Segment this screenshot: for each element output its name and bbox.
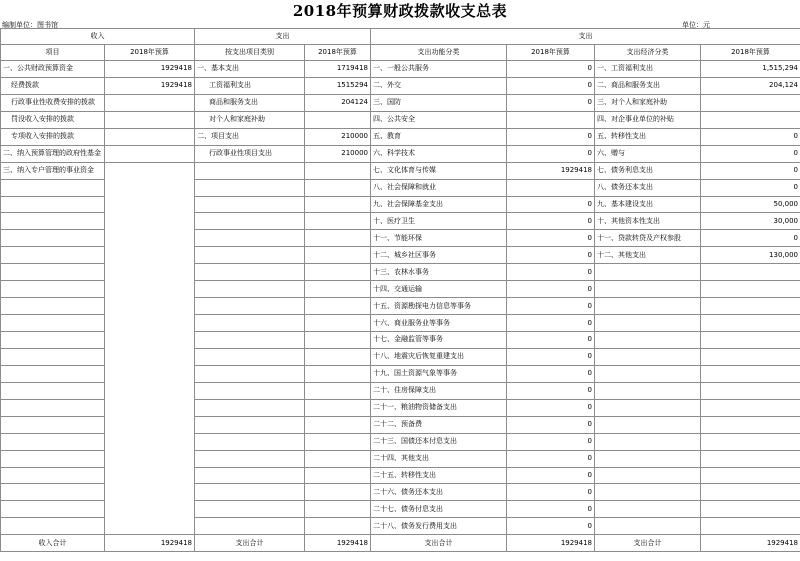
econ-category-cell — [595, 264, 701, 281]
income-item-cell: 罚没收入安排的拨款 — [1, 111, 105, 128]
function-value-cell: 0 — [507, 281, 595, 298]
income-item-cell — [1, 281, 105, 298]
function-category-cell: 四、公共安全 — [371, 111, 507, 128]
project-category-cell: 工资福利支出 — [195, 77, 305, 94]
income-item-cell: 一、公共财政预算资金 — [1, 61, 105, 78]
function-category-cell: 二十一、粮油物资储备支出 — [371, 399, 507, 416]
econ-category-cell — [595, 348, 701, 365]
header-income: 收入 — [1, 29, 195, 45]
function-category-cell: 二十七、债务付息支出 — [371, 501, 507, 518]
project-category-cell — [195, 518, 305, 535]
project-value-cell — [305, 213, 371, 230]
project-category-cell — [195, 247, 305, 264]
econ-value-cell — [701, 348, 800, 365]
project-category-cell — [195, 450, 305, 467]
function-value-cell: 0 — [507, 433, 595, 450]
function-category-cell: 十一、节能环保 — [371, 230, 507, 247]
project-category-cell — [195, 332, 305, 349]
project-value-cell — [305, 230, 371, 247]
econ-value-cell: 1,515,294 — [701, 61, 800, 78]
compiling-unit-label: 编制单位：图书馆 — [2, 21, 58, 29]
function-value-cell — [507, 179, 595, 196]
function-value-cell: 0 — [507, 128, 595, 145]
function-value-cell: 0 — [507, 467, 595, 484]
function-category-cell: 十五、资源勘探电力信息等事务 — [371, 298, 507, 315]
function-category-cell: 十九、国土资源气象等事务 — [371, 365, 507, 382]
project-value-cell — [305, 179, 371, 196]
function-value-cell: 0 — [507, 230, 595, 247]
income-item-cell — [1, 382, 105, 399]
econ-value-cell — [701, 298, 800, 315]
income-item-cell: 三、纳入专户管理的事业资金 — [1, 162, 105, 179]
project-value-cell — [305, 399, 371, 416]
econ-value-cell: 30,000 — [701, 213, 800, 230]
econ-category-cell — [595, 433, 701, 450]
econ-category-cell — [595, 399, 701, 416]
income-value-cell — [105, 145, 195, 162]
project-category-cell — [195, 196, 305, 213]
function-category-cell: 二十六、债务还本支出 — [371, 484, 507, 501]
econ-value-cell: 0 — [701, 230, 800, 247]
project-category-cell: 一、基本支出 — [195, 61, 305, 78]
project-value-cell — [305, 111, 371, 128]
income-value-cell — [105, 111, 195, 128]
project-category-cell — [195, 399, 305, 416]
income-item-cell — [1, 298, 105, 315]
function-category-cell: 八、社会保障和就业 — [371, 179, 507, 196]
econ-value-cell — [701, 467, 800, 484]
project-value-cell — [305, 332, 371, 349]
function-category-cell: 七、文化体育与传媒 — [371, 162, 507, 179]
project-value-cell — [305, 450, 371, 467]
function-total-value: 1929418 — [507, 535, 595, 552]
function-category-cell: 十二、城乡社区事务 — [371, 247, 507, 264]
econ-category-cell — [595, 467, 701, 484]
econ-value-cell — [701, 111, 800, 128]
income-value-cell: 1929418 — [105, 61, 195, 78]
econ-value-cell — [701, 518, 800, 535]
econ-category-cell: 六、赠与 — [595, 145, 701, 162]
project-category-cell — [195, 281, 305, 298]
econ-value-cell — [701, 450, 800, 467]
income-item-cell — [1, 484, 105, 501]
function-category-cell: 十、医疗卫生 — [371, 213, 507, 230]
income-item-cell: 行政事业性收费安排的拨款 — [1, 94, 105, 111]
income-item-cell — [1, 433, 105, 450]
project-category-cell — [195, 501, 305, 518]
function-category-cell: 二十二、预备费 — [371, 416, 507, 433]
header-econ-category: 支出经济分类 — [595, 45, 701, 61]
income-item-cell: 二、纳入预算管理的政府性基金 — [1, 145, 105, 162]
project-value-cell: 1515294 — [305, 77, 371, 94]
econ-value-cell: 130,000 — [701, 247, 800, 264]
econ-value-cell: 0 — [701, 179, 800, 196]
income-value-cell — [105, 94, 195, 111]
project-value-cell — [305, 196, 371, 213]
function-category-cell: 十四、交通运输 — [371, 281, 507, 298]
income-item-cell — [1, 416, 105, 433]
page-title: 2018年预算财政拨款收支总表 — [292, 2, 508, 20]
header-function-category: 支出功能分类 — [371, 45, 507, 61]
income-item-cell — [1, 467, 105, 484]
econ-value-cell — [701, 264, 800, 281]
income-item-cell — [1, 247, 105, 264]
econ-value-cell — [701, 399, 800, 416]
project-value-cell — [305, 467, 371, 484]
project-value-cell — [305, 365, 371, 382]
function-category-cell: 二十五、转移性支出 — [371, 467, 507, 484]
econ-category-cell — [595, 315, 701, 332]
econ-category-cell: 二、商品和服务支出 — [595, 77, 701, 94]
header-expense-a: 支出 — [195, 29, 371, 45]
income-item-cell — [1, 365, 105, 382]
project-value-cell: 1719418 — [305, 61, 371, 78]
project-value-cell — [305, 281, 371, 298]
project-category-cell — [195, 416, 305, 433]
function-category-cell: 十三、农林水事务 — [371, 264, 507, 281]
function-value-cell: 0 — [507, 94, 595, 111]
table-row — [1, 111, 800, 128]
econ-category-cell: 五、转移性支出 — [595, 128, 701, 145]
project-value-cell — [305, 484, 371, 501]
money-unit-label: 单位：元 — [682, 21, 710, 29]
econ-category-cell: 一、工资福利支出 — [595, 61, 701, 78]
project-total-label: 支出合计 — [195, 535, 305, 552]
header-budget-econ: 2018年预算 — [701, 45, 800, 61]
project-value-cell — [305, 416, 371, 433]
project-value-cell — [305, 264, 371, 281]
function-value-cell: 0 — [507, 365, 595, 382]
econ-category-cell: 十、其他资本性支出 — [595, 213, 701, 230]
project-value-cell — [305, 501, 371, 518]
income-item-cell — [1, 450, 105, 467]
income-value-cell — [105, 162, 195, 535]
function-value-cell: 0 — [507, 145, 595, 162]
project-category-cell — [195, 298, 305, 315]
econ-value-cell: 204,124 — [701, 77, 800, 94]
project-value-cell — [305, 348, 371, 365]
function-category-cell: 九、社会保障基金支出 — [371, 196, 507, 213]
table-row — [1, 77, 800, 94]
function-value-cell: 0 — [507, 399, 595, 416]
econ-value-cell: 0 — [701, 145, 800, 162]
function-category-cell: 二十、住房保障支出 — [371, 382, 507, 399]
project-value-cell — [305, 162, 371, 179]
income-item-cell — [1, 230, 105, 247]
function-category-cell: 十六、商业服务业等事务 — [371, 315, 507, 332]
function-value-cell: 0 — [507, 518, 595, 535]
function-value-cell: 0 — [507, 298, 595, 315]
function-total-label: 支出合计 — [371, 535, 507, 552]
income-item-cell — [1, 179, 105, 196]
econ-category-cell: 七、债务利息支出 — [595, 162, 701, 179]
project-value-cell: 210000 — [305, 128, 371, 145]
income-item-cell — [1, 332, 105, 349]
header-row-2 — [1, 45, 800, 61]
income-value-cell — [105, 128, 195, 145]
table-body — [1, 29, 800, 552]
income-item-cell — [1, 518, 105, 535]
project-category-cell — [195, 467, 305, 484]
econ-value-cell — [701, 501, 800, 518]
function-value-cell: 0 — [507, 332, 595, 349]
econ-category-cell — [595, 450, 701, 467]
function-value-cell: 0 — [507, 484, 595, 501]
header-project-category: 按支出项目类别 — [195, 45, 305, 61]
project-category-cell: 二、项目支出 — [195, 128, 305, 145]
project-category-cell — [195, 162, 305, 179]
function-category-cell: 二十三、国债还本付息支出 — [371, 433, 507, 450]
function-value-cell: 0 — [507, 264, 595, 281]
econ-category-cell: 十一、贷款转贷及产权参股 — [595, 230, 701, 247]
project-value-cell — [305, 247, 371, 264]
econ-category-cell: 四、对企事业单位的补贴 — [595, 111, 701, 128]
econ-category-cell: 八、债务还本支出 — [595, 179, 701, 196]
project-value-cell: 204124 — [305, 94, 371, 111]
table-row — [1, 145, 800, 162]
econ-total-label: 支出合计 — [595, 535, 701, 552]
project-category-cell — [195, 179, 305, 196]
function-category-cell: 二十八、债务发行费用支出 — [371, 518, 507, 535]
header-item: 项目 — [1, 45, 105, 61]
table-row — [1, 61, 800, 78]
project-value-cell — [305, 298, 371, 315]
function-value-cell: 0 — [507, 348, 595, 365]
project-category-cell — [195, 230, 305, 247]
income-total-value: 1929418 — [105, 535, 195, 552]
income-item-cell — [1, 348, 105, 365]
econ-value-cell: 0 — [701, 128, 800, 145]
project-value-cell — [305, 433, 371, 450]
income-item-cell: 经费拨款 — [1, 77, 105, 94]
econ-category-cell: 九、基本建设支出 — [595, 196, 701, 213]
project-category-cell — [195, 433, 305, 450]
function-value-cell: 0 — [507, 382, 595, 399]
income-item-cell — [1, 196, 105, 213]
econ-category-cell: 三、对个人和家庭补助 — [595, 94, 701, 111]
econ-value-cell — [701, 416, 800, 433]
function-category-cell: 三、国防 — [371, 94, 507, 111]
function-category-cell: 五、教育 — [371, 128, 507, 145]
header-budget-function: 2018年预算 — [507, 45, 595, 61]
table-row — [1, 162, 800, 179]
econ-category-cell — [595, 501, 701, 518]
project-category-cell — [195, 315, 305, 332]
income-item-cell — [1, 213, 105, 230]
econ-value-cell — [701, 484, 800, 501]
function-value-cell: 0 — [507, 450, 595, 467]
function-category-cell: 六、科学技术 — [371, 145, 507, 162]
header-row-1 — [1, 29, 800, 45]
income-total-label: 收入合计 — [1, 535, 105, 552]
econ-value-cell: 50,000 — [701, 196, 800, 213]
project-total-value: 1929418 — [305, 535, 371, 552]
econ-category-cell — [595, 365, 701, 382]
income-value-cell: 1929418 — [105, 77, 195, 94]
table-row — [1, 128, 800, 145]
function-value-cell: 0 — [507, 196, 595, 213]
econ-value-cell — [701, 365, 800, 382]
function-category-cell: 十七、金融监管等事务 — [371, 332, 507, 349]
econ-total-value: 1929418 — [701, 535, 800, 552]
function-category-cell: 二、外交 — [371, 77, 507, 94]
econ-value-cell — [701, 94, 800, 111]
project-category-cell — [195, 365, 305, 382]
function-category-cell: 一、一般公共服务 — [371, 61, 507, 78]
function-value-cell: 0 — [507, 213, 595, 230]
econ-value-cell — [701, 433, 800, 450]
header-expense-b: 支出 — [371, 29, 800, 45]
function-category-cell: 二十四、其他支出 — [371, 450, 507, 467]
econ-category-cell — [595, 382, 701, 399]
function-value-cell: 0 — [507, 501, 595, 518]
function-value-cell: 0 — [507, 247, 595, 264]
header-budget-income: 2018年预算 — [105, 45, 195, 61]
econ-category-cell — [595, 281, 701, 298]
project-category-cell — [195, 348, 305, 365]
econ-category-cell — [595, 298, 701, 315]
project-value-cell — [305, 518, 371, 535]
project-value-cell: 210000 — [305, 145, 371, 162]
project-category-cell — [195, 484, 305, 501]
project-category-cell: 行政事业性项目支出 — [195, 145, 305, 162]
function-value-cell — [507, 111, 595, 128]
income-item-cell: 专项收入安排的拨款 — [1, 128, 105, 145]
budget-table — [0, 28, 800, 552]
project-category-cell — [195, 264, 305, 281]
project-category-cell — [195, 382, 305, 399]
header-budget-project: 2018年预算 — [305, 45, 371, 61]
project-value-cell — [305, 315, 371, 332]
econ-category-cell — [595, 332, 701, 349]
project-category-cell — [195, 213, 305, 230]
function-value-cell: 0 — [507, 315, 595, 332]
income-item-cell — [1, 501, 105, 518]
project-category-cell: 对个人和家庭补助 — [195, 111, 305, 128]
econ-value-cell: 0 — [701, 162, 800, 179]
function-value-cell: 0 — [507, 77, 595, 94]
function-value-cell: 0 — [507, 61, 595, 78]
income-item-cell — [1, 315, 105, 332]
table-row — [1, 94, 800, 111]
econ-category-cell: 十二、其他支出 — [595, 247, 701, 264]
econ-value-cell — [701, 382, 800, 399]
econ-value-cell — [701, 332, 800, 349]
econ-value-cell — [701, 281, 800, 298]
income-item-cell — [1, 399, 105, 416]
econ-value-cell — [701, 315, 800, 332]
income-item-cell — [1, 264, 105, 281]
project-value-cell — [305, 382, 371, 399]
project-category-cell: 商品和服务支出 — [195, 94, 305, 111]
totals-row — [1, 535, 800, 552]
econ-category-cell — [595, 416, 701, 433]
function-value-cell: 1929418 — [507, 162, 595, 179]
function-value-cell: 0 — [507, 416, 595, 433]
econ-category-cell — [595, 518, 701, 535]
function-category-cell: 十八、地震灾后恢复重建支出 — [371, 348, 507, 365]
econ-category-cell — [595, 484, 701, 501]
